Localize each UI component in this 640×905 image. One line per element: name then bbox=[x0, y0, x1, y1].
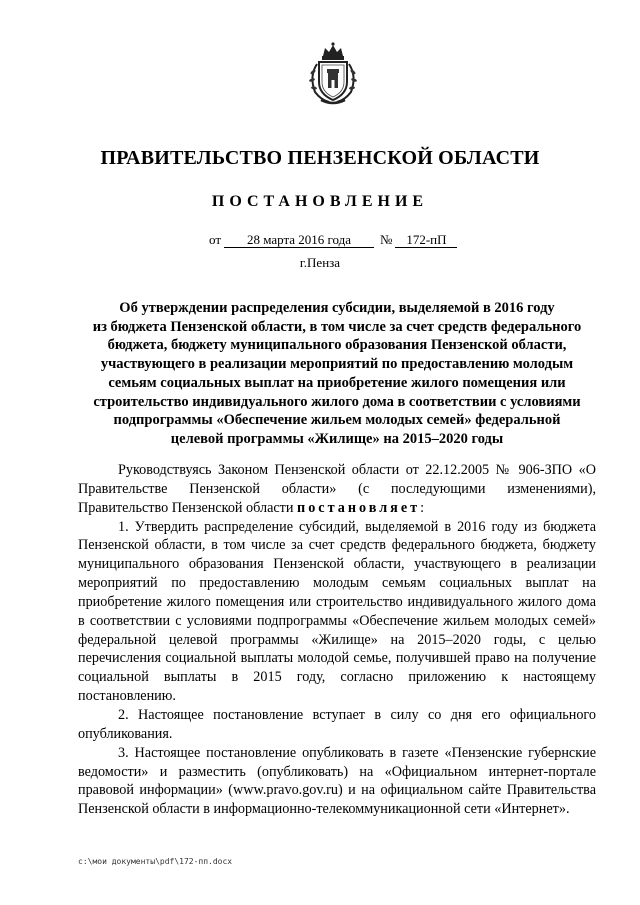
coat-of-arms-emblem bbox=[303, 42, 363, 106]
heading-line: целевой программы «Жилище» на 2015–2020 годы bbox=[170, 430, 504, 447]
government-title: ПРАВИТЕЛЬСТВО ПЕНЗЕНСКОЙ ОБЛАСТИ bbox=[100, 147, 540, 169]
heading-line: участвующего в реализации мероприятий по предоставлению молодым bbox=[100, 356, 574, 373]
document-body bbox=[78, 461, 596, 819]
number-sign: № bbox=[380, 232, 393, 247]
heading-line: подпрограммы «Обеспечение жильем молодых семей» федеральной bbox=[113, 412, 561, 429]
resolves-colon: : bbox=[420, 499, 425, 516]
date-number-line bbox=[209, 232, 457, 248]
document-date: 28 марта 2016 года bbox=[224, 233, 374, 248]
document-heading bbox=[78, 299, 596, 449]
resolves-word: постановляет bbox=[297, 499, 421, 516]
heading-line: семьям социальных выплат на приобретение жилого помещения или bbox=[108, 374, 566, 391]
preamble-text: Руководствуясь Законом Пензенской области от 22.12.2005 № 906-ЗПО «О Правительстве Пензенской области» (с последующими изменениями), Правительство Пензенской области bbox=[78, 462, 596, 516]
heading-line: из бюджета Пензенской области, в том числе за счет средств федерального bbox=[92, 318, 582, 335]
item-2-paragraph: 2. Настоящее постановление вступает в силу со дня его официального опубликования. bbox=[78, 706, 596, 742]
heading-line: Об утверждении распределения субсидии, выделяемой в 2016 году bbox=[119, 300, 555, 316]
heading-line: бюджета, бюджету муниципального образования Пензенской области, bbox=[107, 337, 567, 354]
item-1-paragraph: 1. Утвердить распределение субсидий, выделяемой в 2016 году из бюджета Пензенской области, в том числе за счет средств федерального бюджета, бюджету муниципального образования Пензенской области, участвующего в реализации мероприятий по предоставлению молодым семьям социальных выплат на приобретение жилого помещения или строительство индивидуального жилого дома в соответствии с условиями подпрограммы «Обеспечение жильем молодых семей» федеральной целевой программы «Жилище» на 2015–2020 годы, с целью перечисления социальной выплаты молодой семье, получившей право на получение социальной выплаты в 2015 году, согласно приложению к настоящему постановлению. bbox=[78, 518, 596, 705]
item-3-paragraph: 3. Настоящее постановление опубликовать в газете «Пензенские губернские ведомости» и разместить (опубликовать) на «Официальном интернет-портале правовой информации» (www.pravo.gov.ru) и на официальном сайте Правительства Пензенской области в информационно-телекоммуникационной сети «Интернет». bbox=[78, 744, 596, 818]
city: г.Пенза bbox=[299, 255, 341, 270]
preamble-paragraph bbox=[78, 461, 596, 518]
document-type: ПОСТАНОВЛЕНИЕ bbox=[211, 193, 429, 210]
date-prefix: от bbox=[209, 232, 222, 247]
heading-line: строительство индивидуального жилого дома в соответствии с условиями bbox=[93, 393, 581, 410]
document-number: 172-пП bbox=[395, 233, 457, 248]
file-path-footer: c:\мои документы\pdf\172-пп.docx bbox=[78, 857, 233, 866]
